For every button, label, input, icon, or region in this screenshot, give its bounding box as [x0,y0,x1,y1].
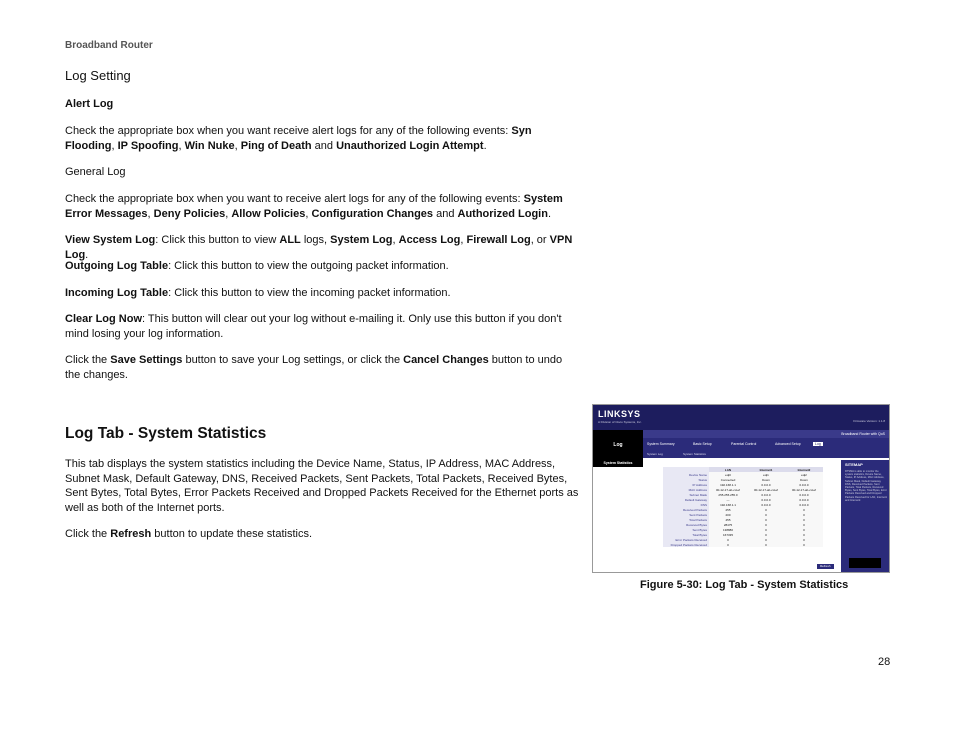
logo-subtitle: A Division of Cisco Systems, Inc. [598,420,642,424]
cell-value: 28475 [709,522,747,527]
text: , [234,139,241,152]
cell-value: eql0 [709,472,747,477]
cell-value: 0 [747,537,785,542]
tab-system-summary[interactable]: System Summary [647,442,675,446]
row-label: Total Bytes [663,532,709,537]
term: Outgoing Log Table [65,260,169,272]
row-label: Subnet Mask [663,492,709,497]
figure-sitemap-panel [841,460,889,572]
event: System Error Messages [65,193,563,220]
cell-value: 0.0.0.0 [785,497,823,502]
cell-value: 0 [785,512,823,517]
product-name: Broadband Router with QoS [643,430,889,438]
general-log-title: General Log [65,166,126,178]
cell-value: 192.168.1.1 [709,482,747,487]
cell-value: 255 [709,507,747,512]
term: Access Log [398,234,461,246]
text: , or [530,234,550,246]
text: : This button will clear out your log without e-mailing it. Only use this button if you don't mind losing your log information. [65,313,562,340]
text: logs, [300,234,331,246]
row-label: MAC Address [663,487,709,492]
term: Cancel Changes [403,354,489,366]
row-label: Error Packets Received [663,537,709,542]
text: Click the [65,528,111,540]
figure-left-panel [593,460,643,572]
text: button to update these statistics. [151,528,313,540]
text: , [392,234,399,246]
cell-value: 0 [747,512,785,517]
row-label: DNS [663,502,709,507]
cell-value: 0.0.0.0 [747,502,785,507]
view-system-log-text [65,233,580,262]
cell-value: 0.0.0.0 [785,502,823,507]
text: button to undo the changes. [65,354,563,381]
term: ALL [279,234,301,246]
outgoing-log-text [65,259,580,274]
cell-value: 0 [785,542,823,547]
text: . [85,248,89,261]
cell-value: 0 [747,532,785,537]
text: , [178,139,185,152]
event: Unauthorized Login Attempt [336,139,484,152]
text: : Click this button to view the outgoing packet information. [168,260,449,272]
cell-value: 0 [747,522,785,527]
event: Syn Flooding [65,125,532,152]
cell-value: 0 [747,542,785,547]
cell-value: 192.168.1.1 [709,502,747,507]
section-title: Log Setting [65,68,131,83]
cell-value: 255.255.255.0 [709,492,747,497]
term: Incoming Log Table [65,287,169,299]
alert-log-block [65,97,580,112]
tab-log[interactable]: Log [815,442,821,446]
text: : Click this button to view [155,234,280,246]
text: and [311,139,337,152]
cell-value: Down [747,477,785,482]
cell-value: 00-12-17-ab-cd-ef [785,487,823,492]
cell-value: 0.0.0.0 [785,482,823,487]
cell-value: 0.0.0.0 [747,492,785,497]
cell-value: Connected [709,477,747,482]
figure-tabs [643,438,889,450]
statistics-table [663,467,823,547]
row-label: Total Packets [663,517,709,522]
figure-subtabs [643,450,889,458]
cell-value: 455 [709,517,747,522]
text: : Click this button to view the incoming packet information. [168,287,451,299]
row-label: Sent Packets [663,512,709,517]
left-panel-label: System Statistics [593,460,643,467]
text: . [483,139,487,152]
text: , [147,207,154,220]
row-label: Sent Bytes [663,527,709,532]
cell-value: 0 [785,532,823,537]
linksys-logo: LINKSYS [598,409,641,419]
text: , [460,234,467,246]
cell-value: 0 [785,507,823,512]
cell-value: 0 [785,522,823,527]
text: Check the appropriate box when you want to receive alert logs for any of the following events: [65,193,524,205]
page-number: 28 [878,656,891,668]
tab-basic-setup[interactable]: Basic Setup [693,442,712,446]
cell-value: --- [709,497,747,502]
event: Allow Policies [231,207,306,220]
incoming-log-text [65,286,580,301]
event: Authorized Login [457,207,548,220]
term: Firewall Log [466,234,531,246]
row-label: Received Packets [663,507,709,512]
running-header: Broadband Router [65,40,153,51]
event: Win Nuke [184,139,235,152]
cell-value: 0 [785,537,823,542]
row-label: Default Gateway [663,497,709,502]
term: VPN Log [65,234,573,261]
subtab-system-log[interactable]: System Log [647,452,663,456]
event: Configuration Changes [311,207,434,220]
cell-value: 0 [709,537,747,542]
cell-value: 0 [785,517,823,522]
cell-value: Internet2 [785,467,823,472]
alert-log-title: Alert Log [65,98,114,110]
table-row [663,542,823,547]
subtab-system-statistics[interactable]: System Statistics [683,452,706,456]
text: Check the appropriate box when you want receive alert logs for any of the following events: [65,125,512,137]
cell-value: 00-12-17-ab-cd-ef [747,487,785,492]
cell-value: 167335 [709,532,747,537]
cell-value: eql2 [785,472,823,477]
event: Deny Policies [153,207,226,220]
text: , [225,207,232,220]
term: View System Log [65,234,156,246]
text: . [547,207,552,220]
text: , [111,139,118,152]
cell-value: 0 [709,542,747,547]
figure-caption: Figure 5-30: Log Tab - System Statistics [640,579,849,591]
nav-label: Log [593,430,643,460]
cell-value: 0.0.0.0 [747,497,785,502]
general-log-text [65,192,580,221]
text: button to save your Log settings, or click the [182,354,404,366]
term: System Log [330,234,393,246]
cell-value: Down [785,477,823,482]
row-label: IP Address [663,482,709,487]
stats-section-title: Log Tab - System Statistics [65,425,267,442]
cell-value: eql1 [747,472,785,477]
cell-value: 0.0.0.0 [747,482,785,487]
cell-value: 0 [747,517,785,522]
text: Click the [65,354,111,366]
save-settings-text [65,353,580,382]
event: Ping of Death [240,139,312,152]
term: Save Settings [110,354,183,366]
sitemap-text: RTSMA is able to monitor the system statistics, Device Name, Status, IP Address, MAC Address, Subnet Mask, Default Gateway, DNS, Received Packets, Sent Packets, Total Packets, Received Bytes, Sent Bytes, Total Bytes, Error Packets Received and Dropped Packets Received for LAN, Internet1 and Internet2. [845,470,887,502]
term: Refresh [110,528,152,540]
clear-log-text [65,312,580,341]
refresh-text [65,527,580,542]
cell-value: Internet1 [747,467,785,472]
sitemap-title: SITEMAP [845,462,863,467]
figure-screenshot [592,404,890,573]
cell-value: 00-12-17-ab-cd-ef [709,487,747,492]
figure-topbar [593,405,889,430]
cell-value: LAN [709,467,747,472]
cell-value: 0 [747,527,785,532]
cell-value: 0 [785,527,823,532]
event: IP Spoofing [117,139,179,152]
stats-section-text [65,457,580,515]
cell-value: 0.0.0.0 [785,492,823,497]
refresh-button[interactable]: Refresh [817,564,834,569]
alert-log-text [65,124,580,153]
term: Clear Log Now [65,313,143,325]
row-label: Received Bytes [663,522,709,527]
cell-value: 138880 [709,527,747,532]
cell-value: 200 [709,512,747,517]
firmware-version: Firmware Version: 1.1.8 [853,419,885,423]
tab-advanced-setup[interactable]: Advanced Setup [775,442,801,446]
row-label: Device Name [663,472,709,477]
row-label: Dropped Packets Received [663,542,709,547]
cisco-logo-icon [849,558,881,568]
text: and [433,207,458,220]
text: , [305,207,312,220]
cell-value: 0 [747,507,785,512]
row-label: Status [663,477,709,482]
text: This tab displays the system statistics including the Device Name, Status, IP Address, MAC Address, Subnet Mask, Default Gateway, DNS, Received Packets, Sent Packets, Total Packets, Received Bytes, Sent Bytes, Total Bytes, Error Packets Received and Dropped Packets Received for the Ethernet ports as well as both of the Internet ports. [65,458,579,514]
tab-parental-control[interactable]: Parental Control [731,442,757,446]
